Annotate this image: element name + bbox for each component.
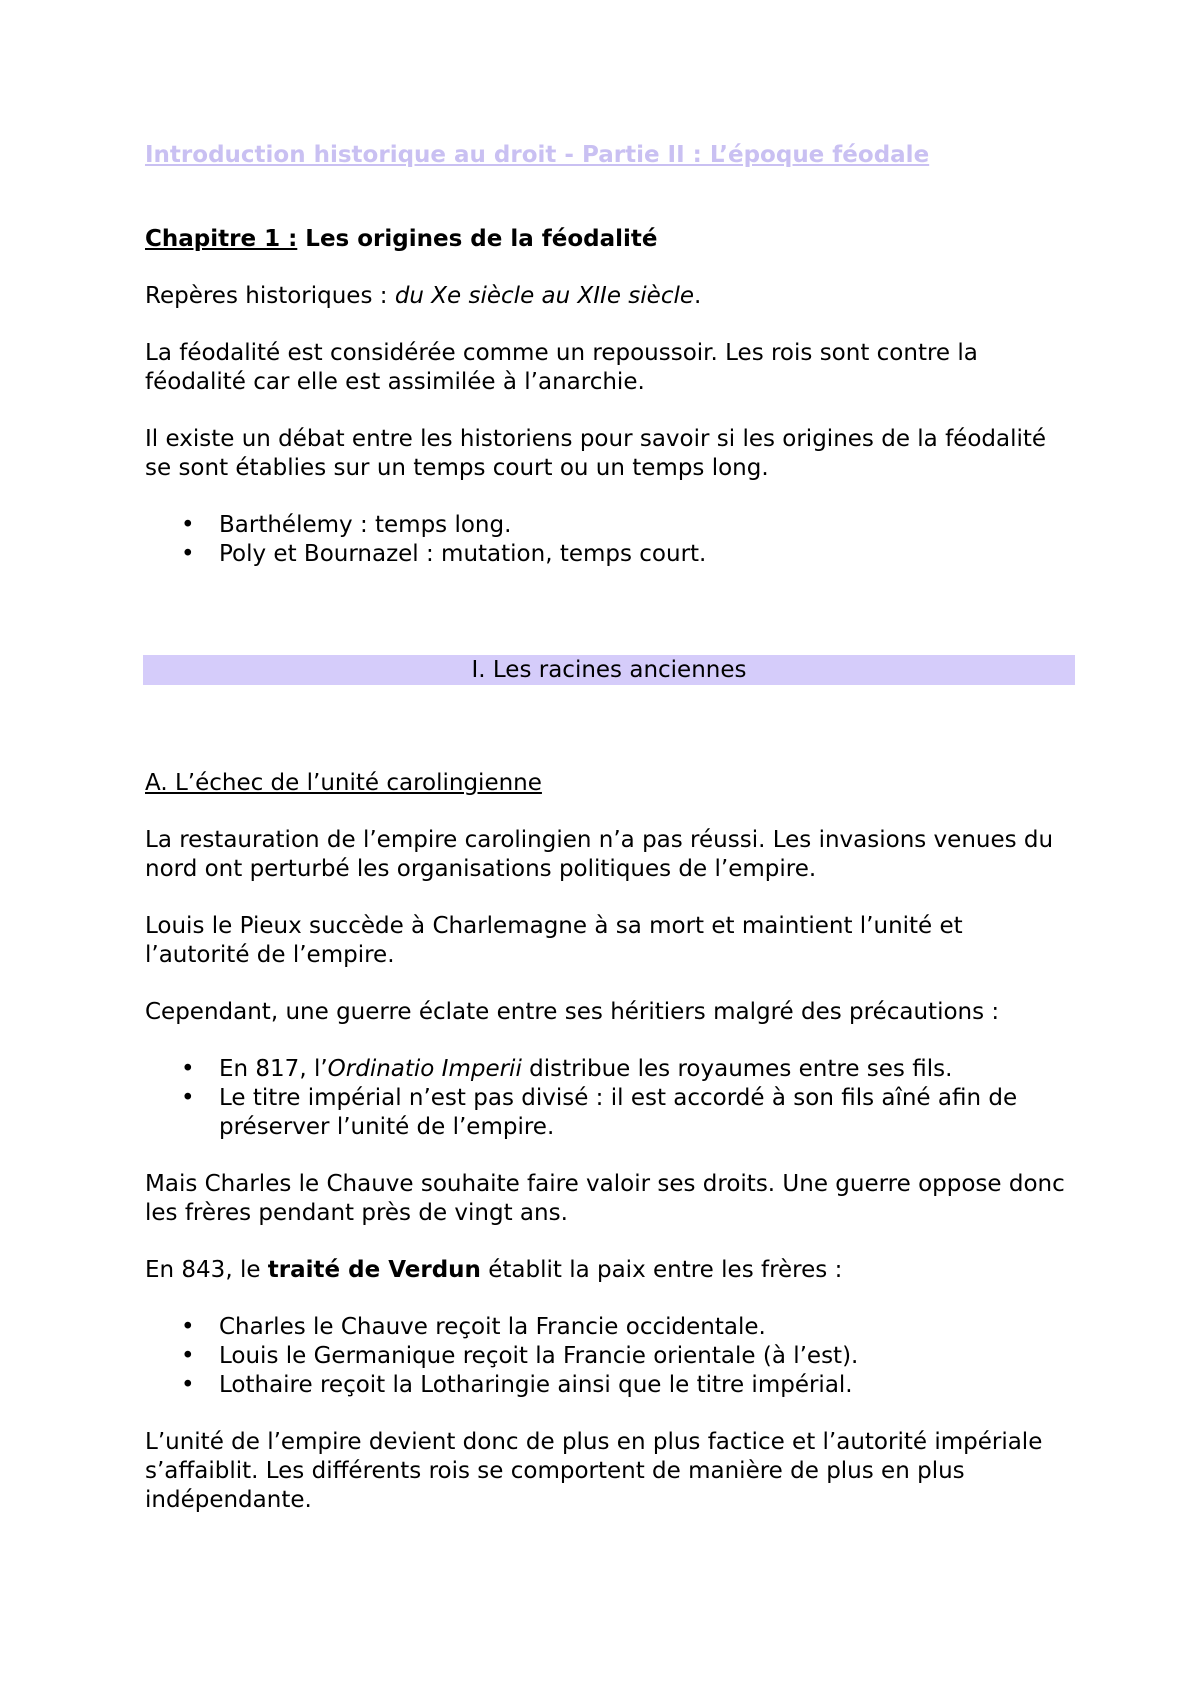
list-item-prefix: En 817, l’ — [219, 1056, 328, 1082]
paragraph-unite-factice: L’unité de l’empire devient donc de plus en plus factice et l’autorité impériale s’affaiblit. Les différents rois se comportent de manière de plus en plus indépendante. — [145, 1429, 1043, 1513]
historians-list — [145, 511, 1065, 569]
list-item-suffix: distribue les royaumes entre ses fils. — [521, 1056, 953, 1082]
bullet-icon: • — [181, 1343, 195, 1369]
list-item-text: Barthélemy : temps long. — [219, 512, 512, 538]
subsection-heading-echec-unite: A. L’échec de l’unité carolingienne — [145, 770, 542, 796]
partition-list — [145, 1313, 1065, 1400]
precautions-list — [145, 1055, 1065, 1142]
list-item — [145, 1084, 1065, 1142]
chapter-heading — [145, 224, 1065, 254]
bullet-icon: • — [181, 1314, 195, 1340]
bullet-icon: • — [181, 512, 195, 538]
list-item-text: Lothaire reçoit la Lotharingie ainsi que le titre impérial. — [219, 1372, 853, 1398]
chapter-name: Les origines de la féodalité — [297, 226, 658, 252]
ordinatio-imperii: Ordinatio Imperii — [327, 1056, 522, 1082]
reperes-suffix: . — [694, 283, 702, 309]
list-item — [145, 511, 1065, 540]
paragraph-guerre-heritiers: Cependant, une guerre éclate entre ses héritiers malgré des précautions : — [145, 999, 1000, 1025]
bullet-icon: • — [181, 1085, 195, 1111]
paragraph-charles-le-chauve: Mais Charles le Chauve souhaite faire valoir ses droits. Une guerre oppose donc les frères pendant près de vingt ans. — [145, 1171, 1065, 1226]
reperes-prefix: Repères historiques : — [145, 283, 395, 309]
list-item — [145, 1055, 1065, 1084]
paragraph-louis-le-pieux: Louis le Pieux succède à Charlemagne à sa mort et maintient l’unité et l’autorité de l’empire. — [145, 913, 963, 968]
section-heading-racines-anciennes: I. Les racines anciennes — [143, 655, 1075, 685]
list-item — [145, 1371, 1065, 1400]
list-item — [145, 540, 1065, 569]
chapter-label: Chapitre 1 : — [145, 226, 298, 252]
list-item-text: Charles le Chauve reçoit la Francie occidentale. — [219, 1314, 766, 1340]
list-item-text: Poly et Bournazel : mutation, temps court. — [219, 541, 707, 567]
bullet-icon: • — [181, 1372, 195, 1398]
list-item — [145, 1342, 1065, 1371]
verdun-suffix: établit la paix entre les frères : — [480, 1257, 843, 1283]
verdun-prefix: En 843, le — [145, 1257, 268, 1283]
list-item-text: Louis le Germanique reçoit la Francie orientale (à l’est). — [219, 1343, 859, 1369]
reperes-historiques — [145, 282, 1065, 311]
bullet-icon: • — [181, 541, 195, 567]
document-content — [145, 140, 1065, 1515]
paragraph-feodalite-repoussoir: La féodalité est considérée comme un repoussoir. Les rois sont contre la féodalité car elle est assimilée à l’anarchie. — [145, 340, 978, 395]
paragraph-debat-historiens: Il existe un débat entre les historiens pour savoir si les origines de la féodalité se sont établies sur un temps court ou un temps long. — [145, 426, 1047, 481]
paragraph-traite-verdun — [145, 1256, 1065, 1285]
paragraph-restauration: La restauration de l’empire carolingien n’a pas réussi. Les invasions venues du nord ont perturbé les organisations politiques de l’empire. — [145, 827, 1054, 882]
verdun-bold: traité de Verdun — [267, 1257, 481, 1283]
list-item-text: Le titre impérial n’est pas divisé : il est accordé à son fils aîné afin de préserver l’unité de l’empire. — [219, 1085, 1018, 1140]
reperes-period: du Xe siècle au XIIe siècle — [394, 283, 695, 309]
list-item — [145, 1313, 1065, 1342]
document-title: Introduction historique au droit - Partie II : L’époque féodale — [145, 142, 930, 168]
bullet-icon: • — [181, 1056, 195, 1082]
